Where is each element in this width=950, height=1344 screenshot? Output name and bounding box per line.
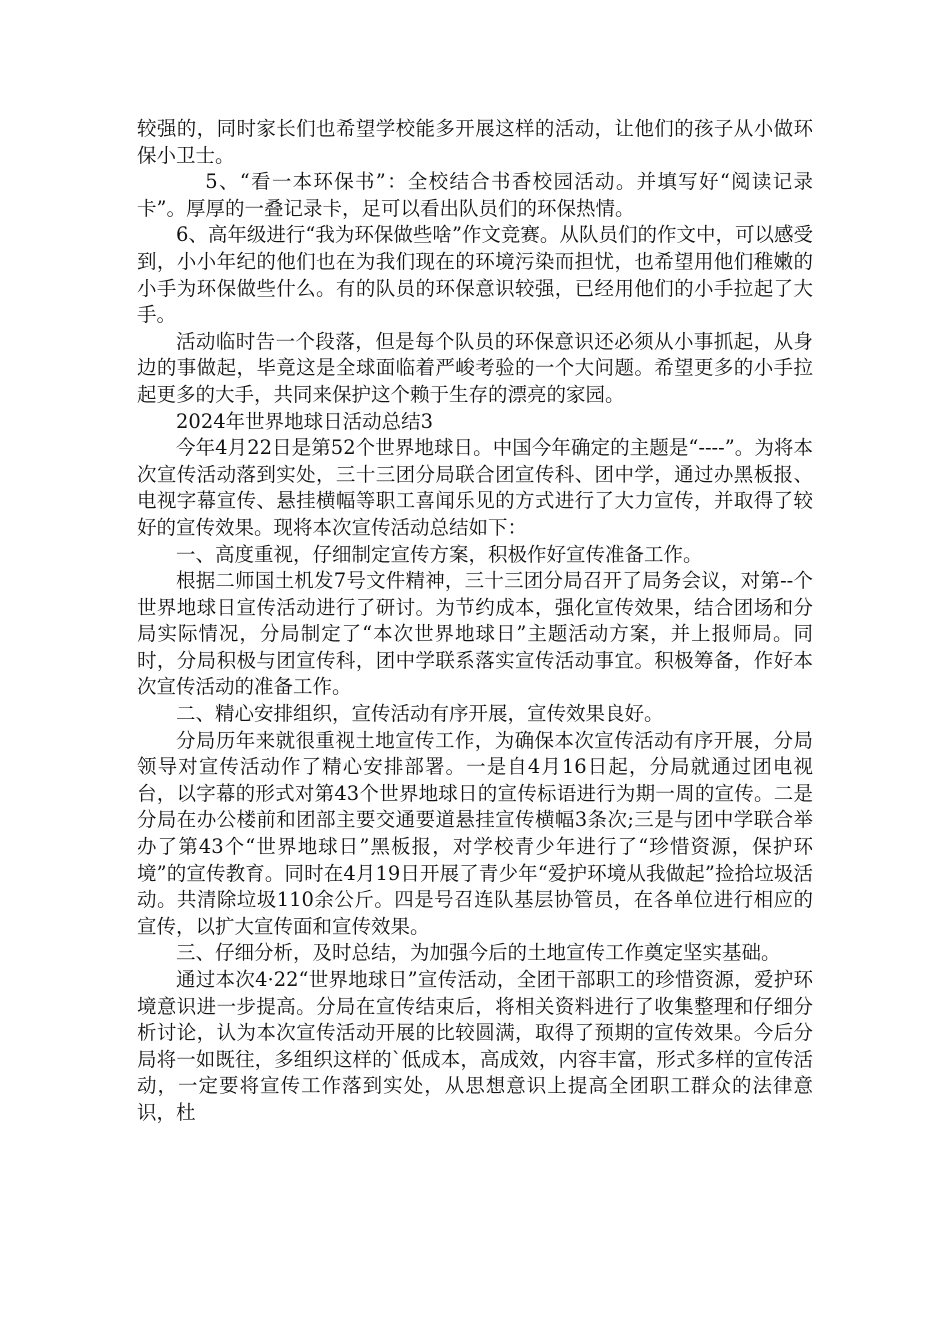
- paragraph-6: 今年4月22日是第52个世界地球日。中国今年确定的主题是“----”。为将本次宣传活动落到实处，三十三团分局联合团宣传科、团中学，通过办黑板报、电视字幕宣传、悬挂横幅等职工喜闻乐见的方式进行了大力宣传，并取得了较好的宣传效果。现将本次宣传活动总结如下：: [137, 436, 813, 539]
- paragraph-3: 6、高年级进行“我为环保做些啥”作文竞赛。从队员们的作文中，可以感受到，小小年纪的他们也在为我们现在的环境污染而担忧，也希望用他们稚嫩的小手为环保做些什么。有的队员的环保意识较强，已经用他们的小手拉起了大手。: [137, 223, 813, 327]
- section-heading: 2024年世界地球日活动总结3: [176, 409, 434, 433]
- paragraph-2: 5、“看一本环保书”：全校结合书香校园活动。并填写好“阅读记录卡”。厚厚的一叠记录卡，足可以看出队员们的环保热情。: [137, 170, 813, 220]
- subheading-3: 三、仔细分析，及时总结，为加强今后的土地宣传工作奠定坚实基础。: [176, 941, 781, 965]
- subheading-1: 一、高度重视，仔细制定宣传方案，积极作好宣传准备工作。: [176, 542, 703, 566]
- document-body: [137, 116, 813, 1127]
- paragraph-8: 根据二师国土机发7号文件精神，三十三团分局召开了局务会议，对第--个世界地球日宣传活动进行了研讨。为节约成本，强化宣传效果，结合团场和分局实际情况，分局制定了“本次世界地球日”主题活动方案，并上报师局。同时，分局积极与团宣传科，团中学联系落实宣传活动事宜。积极筹备，作好本次宣传活动的准备工作。: [137, 569, 813, 699]
- subheading-2: 二、精心安排组织，宣传活动有序开展，宣传效果良好。: [176, 702, 664, 726]
- paragraph-4: 活动临时告一个段落，但是每个队员的环保意识还必须从小事抓起，从身边的事做起，毕竟这是全球面临着严峻考验的一个大问题。希望更多的小手拉起更多的大手，共同来保护这个赖于生存的漂亮的家园。: [137, 329, 813, 406]
- paragraph-10: 分局历年来就很重视土地宣传工作，为确保本次宣传活动有序开展，分局领导对宣传活动作了精心安排部署。一是自4月16日起，分局就通过团电视台，以字幕的形式对第43个世界地球日的宣传标语进行为期一周的宣传。二是分局在办公楼前和团部主要交通要道悬挂宣传横幅3条次;三是与团中学联合举办了第43个“世界地球日”黑板报，对学校青少年进行了“珍惜资源，保护环境”的宣传教育。同时在4月19日开展了青少年“爱护环境从我做起”捡拾垃圾活动。共清除垃圾110余公斤。四是号召连队基层协管员，在各单位进行相应的宣传，以扩大宣传面和宣传效果。: [137, 728, 813, 938]
- paragraph-12: 通过本次4·22“世界地球日”宣传活动，全团干部职工的珍惜资源，爱护环境意识进一步提高。分局在宣传结束后，将相关资料进行了收集整理和仔细分析讨论，认为本次宣传活动开展的比较圆满，取得了预期的宣传效果。今后分局将一如既往，多组织这样的`低成本，高成效，内容丰富，形式多样的宣传活动，一定要将宣传工作落到实处，从思想意识上提高全团职工群众的法律意识，杜: [137, 968, 813, 1124]
- paragraph-1: 较强的，同时家长们也希望学校能多开展这样的活动，让他们的孩子从小做环保小卫士。: [137, 117, 813, 167]
